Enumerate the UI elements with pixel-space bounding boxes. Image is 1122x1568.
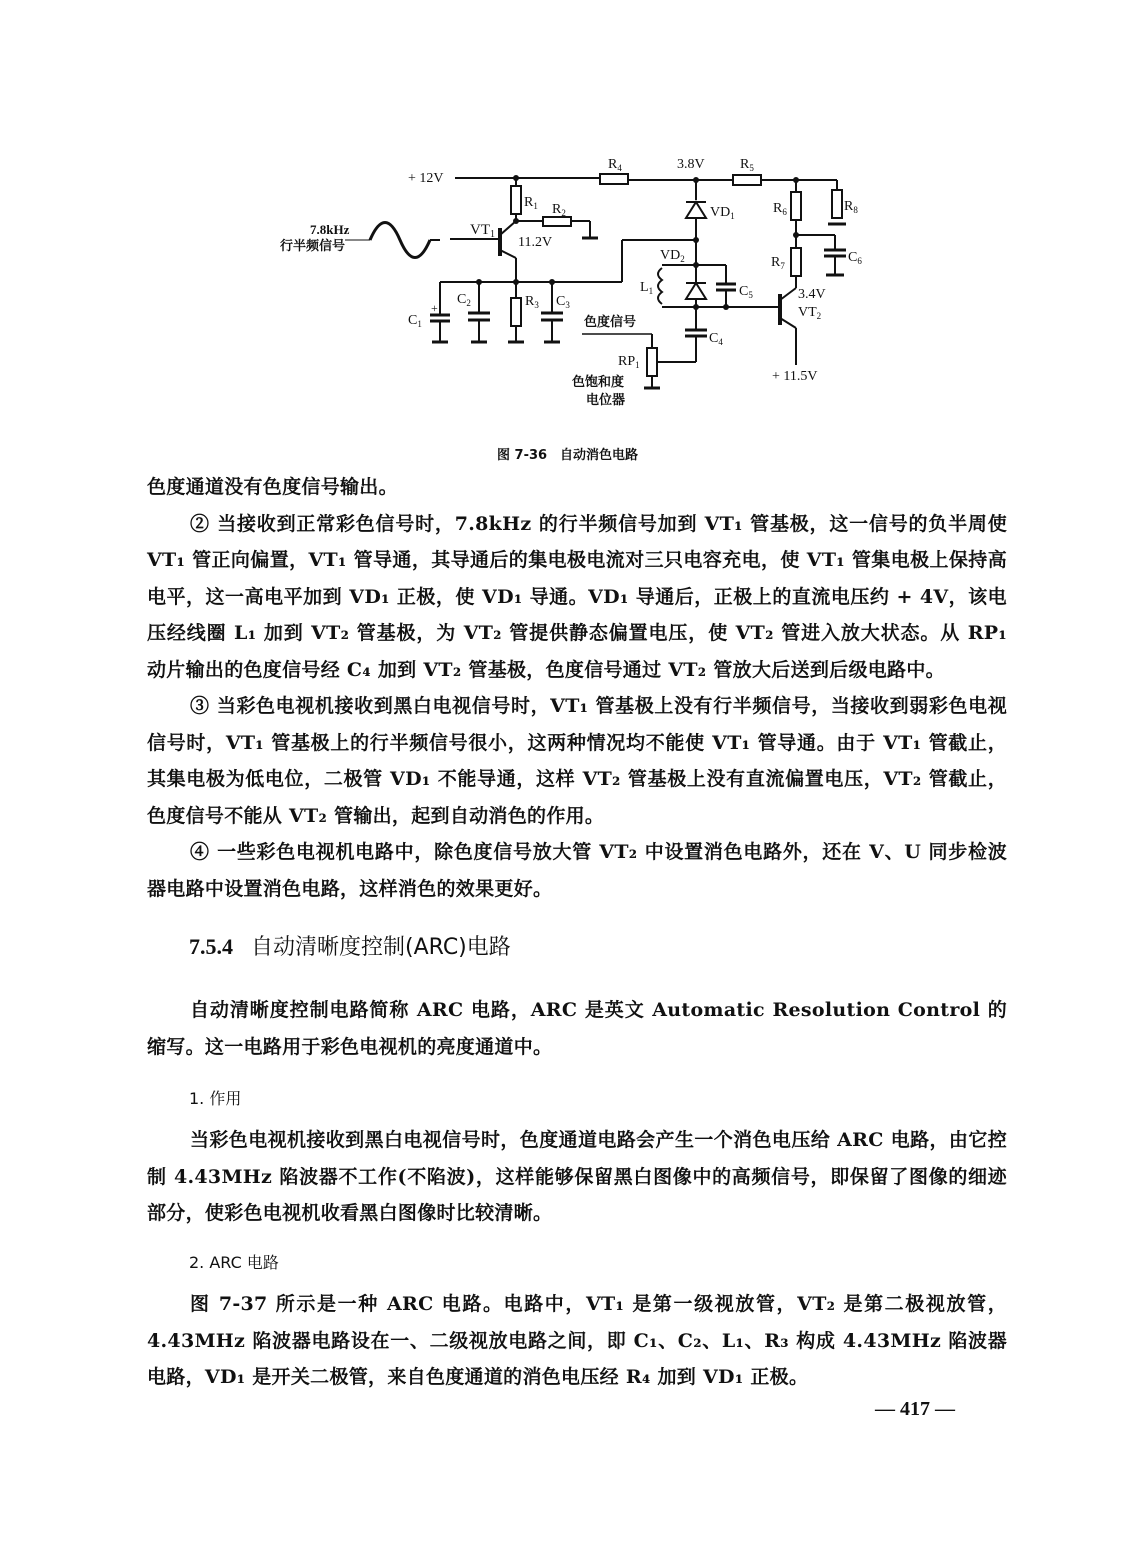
label-c5: $C_5$	[739, 284, 753, 300]
section-heading	[189, 930, 511, 961]
circuit-diagram	[0, 0, 1122, 430]
label-vd1: $VD_1$	[710, 205, 735, 221]
sub2-body	[147, 1286, 1007, 1396]
resistor-r7	[791, 248, 801, 276]
subheading-2: 2. ARC 电路	[189, 1253, 279, 1272]
label-r2: $R_2$	[552, 202, 566, 218]
label-l1: $L_1$	[640, 280, 654, 296]
label-c6: $C_6$	[848, 250, 862, 266]
resistor-r3	[511, 298, 521, 326]
resistor-r1	[511, 186, 521, 214]
paragraph-1: 色度通道没有色度信号输出。	[147, 476, 398, 498]
label-r4: $R_4$	[608, 157, 622, 173]
label-3-4v: 3.4V	[798, 287, 826, 302]
resistor-r4	[600, 174, 628, 184]
paragraph-2: ② 当接收到正常彩色信号时，7.8kHz 的行半频信号加到 VT₁ 管基极，这一信号的负半周使 VT₁ 管正向偏置，VT₁ 管导通，其导通后的集电极电流对三只电容充电，使 VT₁ 管集电极上保持高电平，这一高电平加到 VD₁ 正极，使 VD₁ 导通。VD₁ 导通后，正极上的直流电压约 + 4V，该电压经线圈 L₁ 加到 VT₂ 管基极，为 VT₂ 管提供静态偏置电压，使 VT₂ 管进入放大状态。从 RP₁ 动片输出的色度信号经 C₄ 加到 VT₂ 管基极，色度信号通过 VT₂ 管放大后送到后级电路中。	[147, 512, 1007, 681]
body-text	[147, 469, 1007, 907]
label-12v: + 12V	[408, 171, 444, 186]
sub2-text: 图 7-37 所示是一种 ARC 电路。电路中，VT₁ 是第一级视放管，VT₂ 是第二极视放管，4.43MHz 陷波器电路设在一、二级视放电路之间，即 C₁、C₂、L₁、R₃ 构成 4.43MHz 陷波器电路，VD₁ 是开关二极管，来自色度通道的消色电压经 R₄ 加到 VD₁ 正极。	[147, 1293, 1007, 1388]
label-sat-pot-1: 色饱和度	[572, 375, 625, 390]
label-sat-pot-2: 电位器	[586, 393, 626, 408]
label-r3: $R_3$	[525, 294, 539, 310]
label-r8: $R_8$	[844, 199, 858, 215]
label-c4: $C_4$	[709, 331, 723, 347]
paragraph-4: ④ 一些彩色电视机电路中，除色度信号放大管 VT₂ 中设置消色电路外，还在 V、U 同步检波器电路中设置消色电路，这样消色的效果更好。	[147, 841, 1007, 900]
section-intro	[147, 992, 1007, 1065]
label-r1: $R_1$	[524, 195, 538, 211]
label-c1: $C_1$	[408, 313, 422, 329]
resistor-r2	[543, 217, 571, 226]
page-number: — 417 —	[875, 1398, 955, 1420]
label-chroma-signal: 色度信号	[584, 315, 637, 330]
label-r6: $R_6$	[773, 201, 787, 217]
label-c3: $C_3$	[556, 294, 570, 310]
label-3-8v: 3.8V	[677, 157, 705, 172]
potentiometer-rp1	[647, 348, 657, 376]
label-freq-signal: 行半频信号	[280, 239, 346, 254]
resistor-r5	[733, 175, 761, 185]
intro-text: 自动清晰度控制电路简称 ARC 电路，ARC 是英文 Automatic Resolution Control 的缩写。这一电路用于彩色电视机的亮度通道中。	[147, 999, 1007, 1058]
label-c1-plus: +	[431, 301, 438, 315]
section-title: 自动清晰度控制(ARC)电路	[251, 935, 511, 960]
label-r5: $R_5$	[740, 157, 754, 173]
resistor-r6	[791, 192, 801, 220]
label-7-8khz: 7.8kHz	[310, 222, 350, 237]
resistor-r8	[832, 190, 842, 218]
figure-caption: 图 7-36 自动消色电路	[497, 448, 639, 463]
label-r7: $R_7$	[771, 255, 785, 271]
label-vt2: $VT_2$	[798, 305, 822, 321]
label-c2: $C_2$	[457, 292, 471, 308]
sub1-body	[147, 1122, 1007, 1232]
section-number: 7.5.4	[189, 934, 233, 959]
label-11-2v: 11.2V	[518, 235, 553, 250]
label-rp1: $RP_1$	[618, 354, 640, 370]
subheading-1: 1. 作用	[189, 1089, 242, 1108]
label-vt1: $VT_1$	[470, 222, 495, 240]
label-11-5v: + 11.5V	[772, 369, 818, 384]
label-vd2: $VD_2$	[660, 248, 685, 264]
paragraph-3: ③ 当彩色电视机接收到黑白电视信号时，VT₁ 管基极上没有行半频信号，当接收到弱彩色电视信号时，VT₁ 管基极上的行半频信号很小，这两种情况均不能使 VT₁ 管导通。由于 VT₁ 管截止，其集电极为低电位，二极管 VD₁ 不能导通，这样 VT₂ 管基极上没有直流偏置电压，VT₂ 管截止，色度信号不能从 VT₂ 管输出，起到自动消色的作用。	[147, 695, 1007, 827]
sub1-text: 当彩色电视机接收到黑白电视信号时，色度通道电路会产生一个消色电压给 ARC 电路，由它控制 4.43MHz 陷波器不工作(不陷波)，这样能够保留黑白图像中的高频信号，即保留了图像的细迹部分，使彩色电视机收看黑白图像时比较清晰。	[147, 1129, 1007, 1224]
